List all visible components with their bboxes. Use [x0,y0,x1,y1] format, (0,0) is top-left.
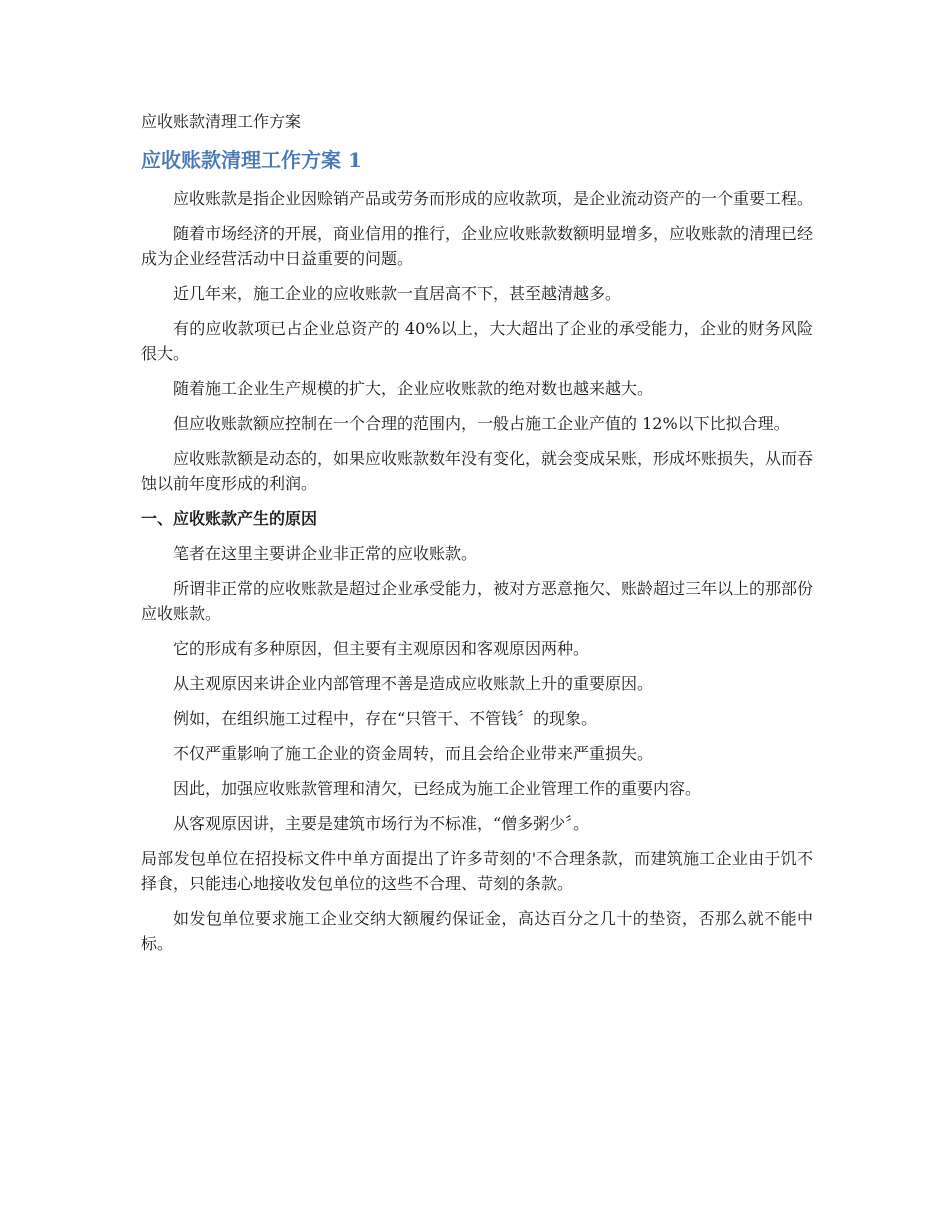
paragraph: 例如，在组织施工过程中，存在“只管干、不管钱〞的现象。 [173,709,598,728]
paragraph: 如发包单位要求施工企业交纳大额履约保证金，高达百分之几十的垫资，否那么就不能中标。 [141,909,813,953]
section-title: 应收账款清理工作方案 1 [141,148,362,172]
document-page [141,108,813,966]
paragraph: 所谓非正常的应收账款是超过企业承受能力，被对方恶意拖欠、账龄超过三年以上的那部份应收账款。 [141,579,814,623]
paragraph: 应收账款额是动态的，如果应收账款数年没有变化，就会变成呆账，形成坏账损失，从而吞蚀以前年度形成的利润。 [141,449,814,493]
paragraph: 不仅严重影响了施工企业的资金周转，而且会给企业带来严重损失。 [173,744,654,763]
sub-heading: 一、应收账款产生的原因 [141,509,318,528]
paragraph: 从主观原因来讲企业内部管理不善是造成应收账款上升的重要原因。 [173,674,654,693]
paragraph: 从客观原因讲，主要是建筑市场行为不标准，“僧多粥少〞。 [173,814,590,833]
paragraph: 应收账款是指企业因赊销产品或劳务而形成的应收款项，是企业流动资产的一个重要工程。 [173,189,814,208]
paragraph: 笔者在这里主要讲企业非正常的应收账款。 [173,544,478,563]
document-title: 应收账款清理工作方案 [141,112,302,131]
paragraph: 近几年来，施工企业的应收账款一直居高不下，甚至越清越多。 [173,284,622,303]
paragraph: 随着施工企业生产规模的扩大，企业应收账款的绝对数也越来越大。 [173,379,654,398]
paragraph: 它的形成有多种原因，但主要有主观原因和客观原因两种。 [173,639,590,658]
paragraph: 有的应收款项已占企业总资产的 40%以上，大大超出了企业的承受能力，企业的财务风险很大。 [141,319,813,363]
paragraph: 但应收账款额应控制在一个合理的范围内，一般占施工企业产值的 12%以下比拟合理。 [173,414,790,433]
paragraph: 因此，加强应收账款管理和清欠，已经成为施工企业管理工作的重要内容。 [173,779,702,798]
paragraph: 随着市场经济的开展，商业信用的推行，企业应收账款数额明显增多，应收账款的清理已经成为企业经营活动中日益重要的问题。 [141,224,814,268]
paragraph: 局部发包单位在招投标文件中单方面提出了许多苛刻的'不合理条款，而建筑施工企业由于饥不择食，只能违心地接收发包单位的这些不合理、苛刻的条款。 [141,849,813,893]
